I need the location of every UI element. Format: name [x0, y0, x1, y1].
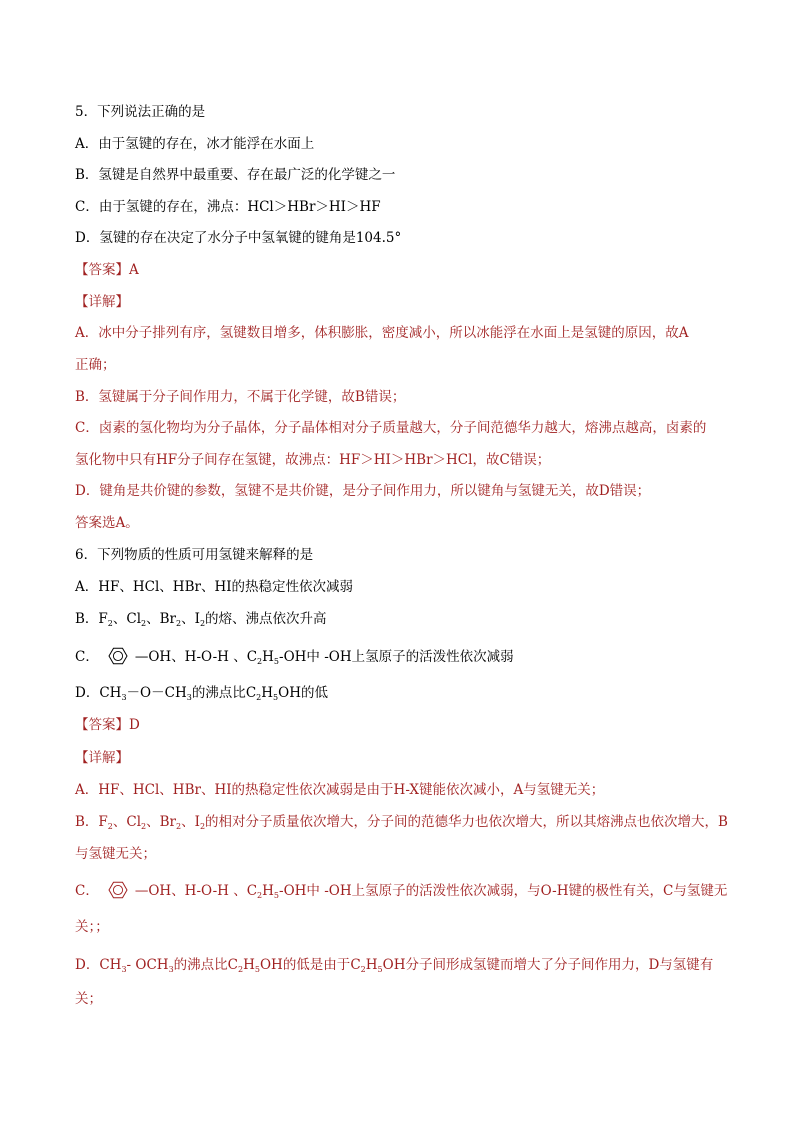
- answer-value: D: [129, 717, 140, 733]
- q5-option-d: D．氢键的存在决定了水分子中氢氧键的键角是104.5°: [75, 230, 402, 246]
- q5-stem: 5．下列说法正确的是: [75, 104, 206, 120]
- q6-expl-b-line2: 与氢键无关；: [75, 846, 156, 862]
- q6-expl-a: A．HF、HCl、HBr、HI的热稳定性依次减弱是由于H-X键能依次减小，A与氢键无关；: [75, 782, 605, 798]
- q5-expl-d: D．键角是共价键的参数，氢键不是共价键，是分子间作用力，所以键角与氢键无关，故D错误；: [75, 483, 651, 499]
- q6-option-a: A．HF、HCl、HBr、HI的热稳定性依次减弱: [75, 579, 354, 595]
- q5-expl-c-line1: C．卤素的氢化物均为分子晶体，分子晶体相对分子质量越大，分子间范德华力越大，熔沸点越高，卤素的: [75, 420, 707, 436]
- q6-expl-c-line1: C． —OH、H-O-H 、$C_2H_5-OH$中 -OH上氢原子的活泼性依次减弱，与O-H键的极性有关，C与氢键无: [75, 880, 727, 901]
- q5-expl-b: B．氢键属于分子间作用力，不属于化学键，故B错误；: [75, 389, 406, 405]
- q6-option-c: C． —OH、H-O-H 、$C_2H_5-OH$中 -OH上氢原子的活泼性依次减弱: [75, 646, 514, 667]
- q6-detail-label: 【详解】: [75, 750, 129, 766]
- q5-answer: [75, 260, 139, 280]
- benzene-ring-icon: [103, 646, 133, 666]
- i2: $I_2$: [194, 611, 206, 628]
- q6-expl-d-line2: 关；: [75, 991, 102, 1007]
- q6-answer: [75, 715, 140, 735]
- option-label: D．: [75, 685, 100, 701]
- q6-stem: 6．下列物质的性质可用氢键来解释的是: [75, 547, 314, 563]
- cl2: $Cl_2$: [126, 611, 147, 628]
- f2: $F_2$: [98, 611, 113, 628]
- benzene-ring-icon: [103, 880, 133, 900]
- q6-expl-c-line2: 关；；: [75, 919, 109, 935]
- br2: $Br_2$: [159, 611, 182, 628]
- answer-label: 【答案】: [75, 262, 129, 278]
- q5-expl-a-line2: 正确；: [75, 357, 116, 373]
- q5-expl-a-line1: A．冰中分子排列有序，氢键数目增多，体积膨胀，密度减小，所以冰能浮在水面上是氢键的原因，故A: [75, 325, 689, 341]
- q6-expl-d-line1: D．$CH_3-$ $OCH_3$的沸点比$C_2H_5OH$的低是由于$C_2H_5OH$分子间形成氢键而增大了分子间作用力，D与氢键有: [75, 957, 714, 974]
- answer-value: A: [129, 262, 139, 278]
- hydroxyl: —OH: [134, 883, 172, 899]
- q5-expl-c-line2: 氢化物中只有HF分子间存在氢键，故沸点：HF＞HI＞HBr＞HCl，故C错误；: [75, 452, 551, 468]
- option-label: C．: [75, 649, 99, 665]
- q6-option-d: D．$CH_3-O-CH_3$的沸点比$C_2H_5OH$的低: [75, 685, 328, 702]
- q5-conclusion: 答案选A。: [75, 515, 139, 531]
- q5-option-a: A．由于氢键的存在，冰才能浮在水面上: [75, 136, 315, 152]
- option-label: B．: [75, 611, 99, 627]
- q5-option-c: C．由于氢键的存在，沸点：HCl＞HBr＞HI＞HF: [75, 199, 381, 215]
- answer-label: 【答案】: [75, 717, 129, 733]
- q6-expl-b-line1: B．$F_2$、$Cl_2$、$Br_2$、$I_2$的相对分子质量依次增大，分子间的范德华力也依次增大，所以其熔沸点也依次增大，B: [75, 814, 728, 831]
- hydroxyl: —OH: [134, 649, 172, 665]
- q5-option-b: B．氢键是自然界中最重要、存在最广泛的化学键之一: [75, 167, 396, 183]
- q5-detail-label: 【详解】: [75, 294, 129, 310]
- q6-option-b: B．$F_2$、$Cl_2$、$Br_2$、$I_2$的熔、沸点依次升高: [75, 611, 327, 628]
